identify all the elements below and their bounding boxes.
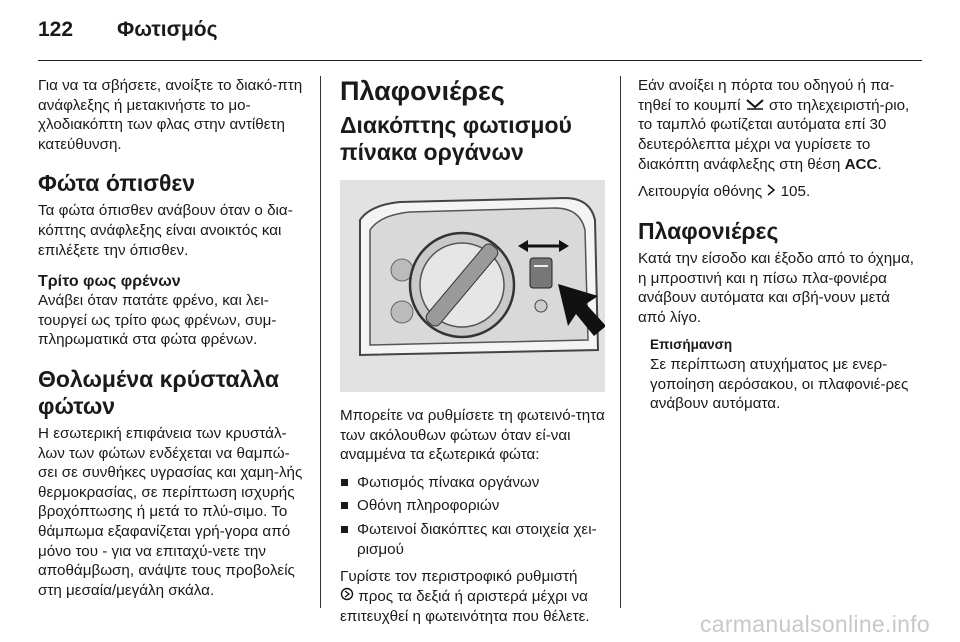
column-divider — [620, 76, 621, 608]
fogged-lenses-text: Η εσωτερική επιφάνεια των κρυστάλ-λων των φώτων ενδέχεται να θαμπώ-σει σε συνθήκες υγρασίας και χαμη-λής θερμοκρασίας, σε περίπτωση ισχυρής βροχόπτωσης ή μετά το πλύ-σιμο. Το θάμπωμα εξαφανίζεται γρή-γορα από μόνο του - για να επιταχύ-νετε την αποθάμβωση, ανάψτε τους προβολείς στη μεσαία/μεγάλη σκάλα. — [38, 424, 303, 599]
main-heading: Πλαφονιέρες — [340, 76, 505, 106]
adjustable-lights-list — [340, 473, 605, 559]
note-text: Σε περίπτωση ατυχήματος με ενερ-γοποίηση αερόσακου, οι πλαφονιέ-ρες ανάβουν αυτόματα. — [650, 355, 909, 413]
brake-light-text: Ανάβει όταν πατάτε φρένο, και λει-τουργεί ως τρίτο φως φρένων, συμ-πληρωματικά στα φώτα φρένων. — [38, 292, 277, 349]
column-right — [638, 76, 918, 414]
note-box — [638, 335, 918, 413]
list-item: Οθόνη πληροφοριών — [340, 496, 605, 516]
watermark: carmanualsonline.info — [699, 611, 930, 637]
page-header — [0, 0, 960, 60]
list-item: Φωτισμός πίνακα οργάνων — [340, 473, 605, 493]
reverse-lights-heading: Φώτα όπισθεν — [38, 170, 196, 197]
screen-reference[interactable]: Λειτουργία οθόνης 105. — [638, 183, 811, 201]
note-title: Επισήμανση — [650, 337, 733, 353]
brightness-intro: Μπορείτε να ρυθμίσετε τη φωτεινό-τητα των ακόλουθων φώτων όταν εί-ναι αναμμένα τα εξωτερικά φώτα: — [340, 407, 605, 464]
header-divider — [38, 60, 922, 61]
page-number: 122 — [38, 18, 74, 41]
unlock-button-icon — [745, 96, 765, 116]
fogged-lenses-heading: Θολωμένα κρύσταλλα φώτων — [38, 365, 280, 419]
reverse-lights-text: Τα φώτα όπισθεν ανάβουν όταν ο δια-κόπτης ανάφλεξης είναι ανοικτός και επιλέξετε την όπισθεν. — [38, 202, 293, 259]
light-switch-figure — [340, 180, 605, 392]
instrument-panel-switch-heading: Διακόπτης φωτισμού πίνακα οργάνων — [340, 112, 572, 165]
interior-lights-heading: Πλαφονιέρες — [638, 217, 779, 244]
knob-instruction: Γυρίστε τον περιστροφικό ρυθμιστή προς τα δεξιά ή αριστερά μέχρι να επιτευχθεί η φωτεινότητα που θέλετε. — [340, 568, 590, 625]
intro-paragraph: Για να τα σβήσετε, ανοίξτε το διακό-πτη ανάφλεξης ή μετακινήστε το μο-χλοδιακόπτη των φλας στην αντίθετη κατεύθυνση. — [38, 77, 303, 153]
interior-lights-text: Κατά την είσοδο και έξοδο από το όχημα, η μπροστινή και η πίσω πλα-φονιέρα ανάβουν αυτόματα και σβή-νουν μετά από λίγο. — [638, 249, 914, 326]
door-open-paragraph: Εάν ανοίξει η πόρτα του οδηγού ή πα-τηθεί το κουμπί στο τηλεχειριστή-ριο, το ταμπλό φωτίζεται αυτόματα επί 30 δευτερόλεπτα μέχρι να γυρίσετε το διακόπτη ανάφλεξης στη θέση ACC. — [638, 77, 910, 173]
section-title: Φωτισμός — [117, 18, 218, 41]
rotary-knob-icon — [340, 587, 354, 607]
acc-label: ACC — [844, 155, 878, 173]
column-left — [38, 76, 308, 608]
page-reference-icon — [766, 182, 776, 202]
column-middle — [340, 76, 605, 634]
brake-light-heading: Τρίτο φως φρένων — [38, 273, 181, 291]
light-switch-illustration — [340, 180, 605, 392]
list-item: Φωτεινοί διακόπτες και στοιχεία χει-ρισμού — [340, 520, 605, 559]
column-divider — [320, 76, 321, 608]
